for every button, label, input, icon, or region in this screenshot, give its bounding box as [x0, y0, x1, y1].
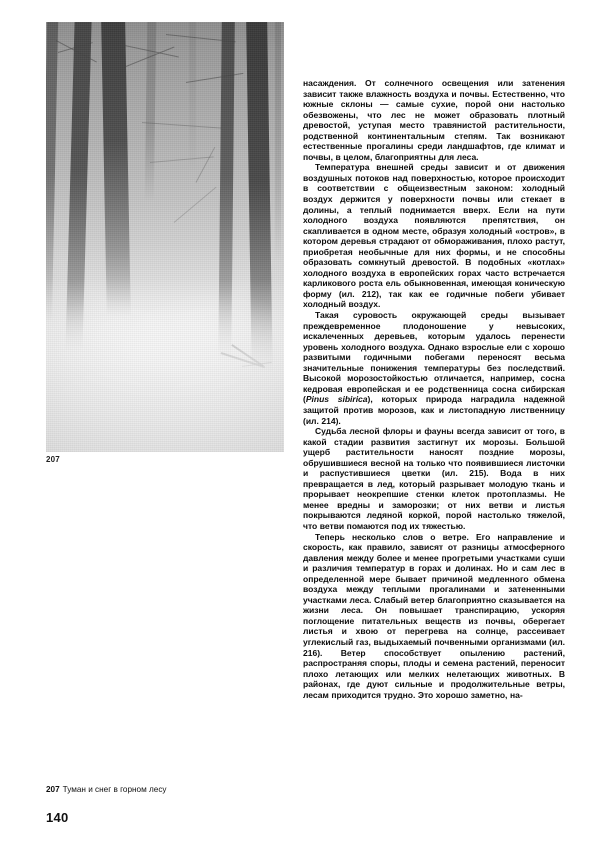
paragraph-1: насаждения. От солнечного освещения или затенения зависит также влажность воздуха и почвы. Естественно, что южные склоны — самые сухие, порой они настолько обезвожены, что лес не может образовать плотный древостой, уступая место травянистой растительности, родственной континентальным степям. Так возникают естественные прогалины среди ландшафтов, где климат и почвы, в целом, благоприятны для леса. — [303, 78, 565, 162]
page-number: 140 — [46, 810, 69, 825]
paragraph-3: Такая суровость окружающей среды вызывает преждевременное плодоношение у невысоких, искалеченных деревьев, которым удалось перенести уровень холодного воздуха. Однако взрослые ели с хорошо развитыми годичными побегами переносят весьма значительные понижения температуры без последствий. Высокой морозостойкостью отличается, например, сосна кедровая европейская и ее родственница сосна сибирская (Pinus sibirica), которых природа наградила надежной защитой против морозов, как и листопадную лиственницу (ил. 214). — [303, 310, 565, 426]
figure-number-label: 207 — [46, 455, 60, 464]
photo-grain — [46, 22, 284, 452]
paragraph-2: Температура внешней среды зависит и от движения воздушных потоков над поверхностью, которое происходит в соответствии с общеизвестным законом: холодный воздух держится у поверхности почвы или стекает в долины, а теплый поднимается вверх. Если на пути холодного воздуха появляются препятствия, он скапливается в одном месте, образуя холодный «остров», в котором деревья страдают от обмораживания, плохо растут, приобретая необычные для них формы, и не способны образовать сомкнутый древостой. В подобных «котлах» холодного воздуха в европейских горах часто встречается карликового роста ель обыкновенная, имеющая коническую форму (ил. 212), так как ее годичные побеги убивает холодный воздух. — [303, 162, 565, 310]
caption-text: Туман и снег в горном лесу — [62, 785, 167, 794]
figure-207 — [46, 22, 284, 452]
figure-caption — [46, 785, 284, 795]
body-text-column — [303, 78, 565, 700]
species-name: Pinus sibirica — [305, 394, 368, 405]
paragraph-5: Теперь несколько слов о ветре. Его направление и скорость, как правило, зависят от разницы атмосферного давления между более и менее прогретыми участками суши и различия температур в горах и долинах. Но и сам лес в определенной мере бывает причиной медленного обмена воздуха между теплыми прогалинами и затененными участками леса. Слабый ветер благоприятно сказывается на жизни леса. Он повышает транспирацию, ускоряя поглощение питательных веществ из почвы, оберегает листья и хвою от перегрева на солнце, рассеивает углекислый газ, выдыхаемый почвенными организмами (ил. 216). Ветер способствует опылению растений, распространяя споры, плоды и семена растений, переносит плохо летающих или мелких нелетающих животных. В районах, где дуют сильные и продолжительные ветры, лесам приходится трудно. Это хорошо заметно, на- — [303, 531, 565, 700]
paragraph-4: Судьба лесной флоры и фауны всегда зависит от того, в какой стадии развития застигнут их морозы. Большой ущерб растительности наносят поздние морозы, обрушившиеся весной на только что появившиеся листочки и распустившиеся цветки (ил. 215). Вода в них превращается в лед, который разрывает молодую ткань и прорывает неокрепшие стенки клеток протоплазмы. Не менее вредны и заморозки; от них ветви и листья покрываются ледяной коркой, порой настолько тяжелой, что ветви помаются под их тяжестью. — [303, 426, 565, 531]
caption-number: 207 — [46, 785, 60, 794]
forest-photograph — [46, 22, 284, 452]
